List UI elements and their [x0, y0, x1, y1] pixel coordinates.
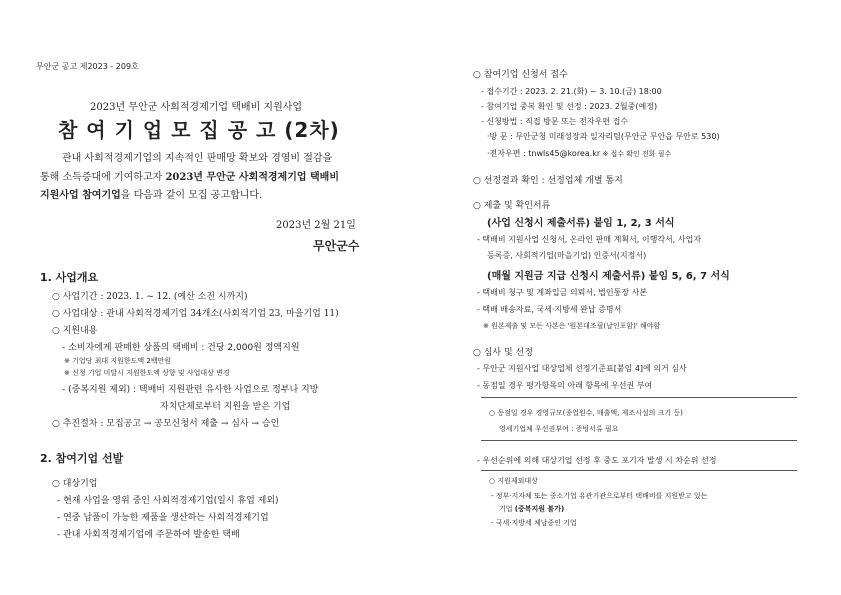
sec1-note-2: ※ 신청 기업 미달시 지원한도액 상향 및 사업대상 변경: [64, 369, 230, 377]
sec1-content-d2a: - (중복지원 제외) : 택배비 지원관련 유사한 사업으로 정부나 지방: [62, 385, 319, 395]
section-2-title: 2. 참여기업 선발: [40, 452, 124, 465]
box-1-line-2: 영세기업체 우선권부여 : 증빙서류 필요: [499, 425, 619, 433]
section-1-title: 1. 사업개요: [40, 271, 99, 284]
docs-note: ※ 원본제출 및 모든 사본은 '원본대조필(날인포함)' 해야함: [483, 322, 661, 330]
announcement-date: 2023년 2월 21일: [276, 220, 356, 231]
intro-line-3a: 지원사업 참여기업: [40, 190, 121, 201]
sec1-period: ○ 사업기간 : 2023. 1. ~ 12. (예산 소진 시까지): [52, 292, 248, 302]
document-title: 참 여 기 업 모 집 공 고 (2차): [58, 118, 340, 142]
docs-g2-d1: - 택배비 청구 및 계좌입금 의뢰서, 법인통장 사본: [477, 288, 648, 297]
box-1-top-rule: [481, 397, 797, 398]
box-1-line-1: ○ 동점일 경우 경영규모(종업원수, 매출액, 제조시설의 크기 등): [489, 409, 683, 417]
review-d2: - 동점일 경우 평가항목의 아래 항목에 우선권 부여: [477, 381, 653, 390]
intro-line-3: [40, 186, 262, 201]
sec1-process: ○ 추진절차 : 모집공고 → 공모신청서 제출 → 심사 → 승인: [52, 419, 280, 429]
intro-line-3b: 을 다음과 같이 모집 공고합니다.: [120, 190, 263, 201]
sec1-content-d1: - 소비자에게 판매한 상품의 택배비 : 건당 2,000원 정액지원: [62, 343, 300, 353]
sec1-content: ○ 지원내용: [52, 326, 98, 336]
apply-title: ○ 참여기업 신청서 접수: [473, 70, 568, 80]
apply-email-note: ※ 접수 확인 전화 필수: [600, 150, 672, 158]
intro-line-2: [40, 168, 339, 183]
sec2-target: ○ 대상기업: [52, 479, 98, 489]
document-subtitle: 2023년 무안군 사회적경제기업 택배비 지원사업: [90, 102, 303, 113]
apply-email: [487, 148, 671, 159]
docs-title: ○ 제출 및 확인서류: [473, 201, 551, 211]
sec2-d2: - 연중 납품이 가능한 제품을 생산하는 사회적경제기업: [57, 513, 269, 523]
review-d1: - 무안군 지원사업 대상업체 선정기준표[붙임 4]에 의거 심사: [477, 364, 687, 373]
docs-g1-d1: - 택배비 지원사업 신청서, 온라인 판매 계획서, 이행각서, 사업자: [477, 235, 702, 244]
intro-line-2a: 통해 소득증대에 기여하고자: [40, 172, 166, 183]
intro-line-2b: 2023년 무안군 사회적경제기업 택배비: [165, 172, 339, 183]
apply-email-link[interactable]: tnwls45@korea.kr: [528, 149, 601, 158]
review-d3: - 우선순위에 의해 대상기업 선정 후 중도 포기자 발생 시 차순위 선정: [477, 456, 717, 465]
box-2-line-3: [499, 504, 564, 514]
box-1-bottom-rule: [481, 440, 797, 441]
box-2-line-3a: 기업: [499, 505, 515, 513]
intro-line-1: 관내 사회적경제기업의 지속적인 판매망 확보와 경영비 절감을: [62, 153, 333, 164]
docs-g1-d2: 등록증, 사회적기업(마을기업) 인증서(지정서): [487, 251, 647, 260]
box-2-line-3b: (중복지원 불가): [514, 505, 565, 513]
apply-method: - 신청방법 : 직접 방문 또는 전자우편 접수: [481, 117, 629, 126]
result-notice: ○ 선정결과 확인 : 선정업체 개별 통지: [473, 176, 623, 186]
sec2-d3: - 관내 사회적경제기업에 주문하여 발송한 택배: [57, 530, 240, 540]
box-2-top-rule: [481, 470, 797, 471]
review-title: ○ 심사 및 선정: [473, 348, 533, 358]
box-2-line-1: ○ 지원제외대상: [489, 477, 538, 485]
issuer: 무안군수: [313, 239, 360, 253]
box-2-line-4: - 국세·지방세 체납중인 기업: [491, 519, 577, 527]
apply-selection: - 참여기업 중복 확인 및 선정 : 2023. 2월중(예정): [481, 102, 658, 111]
sec1-content-d2b: 자치단체로부터 지원을 받은 기업: [160, 402, 291, 412]
box-2-line-2: - 정부·지자체 또는 중소기업 유관기관으로부터 택배비를 지원받고 있는: [491, 492, 708, 500]
sec1-note-1: ※ 기업당 최대 지원한도액 2백만원: [64, 357, 172, 365]
apply-email-label: ·전자우편 :: [487, 149, 529, 158]
apply-visit: ·방 문 : 무안군청 미래성장과 일자리팀(무안군 무안읍 무안로 530): [487, 132, 720, 141]
docs-g2-d2: - 택배 배송자료, 국세·지방세 완납 증명서: [477, 305, 622, 314]
sec1-target: ○ 사업대상 : 관내 사회적경제기업 34개소(사회적기업 23, 마을기업 11): [52, 309, 339, 319]
apply-period: - 접수기간 : 2023. 2. 21.(화) ~ 3. 10.(금) 18:00: [481, 87, 662, 96]
docs-group-2: (매월 지원금 지급 신청시 제출서류) 붙임 5, 6, 7 서식: [487, 271, 730, 282]
docs-group-1: (사업 신청시 제출서류) 붙임 1, 2, 3 서식: [487, 218, 675, 229]
notice-number: 무안군 공고 제2023 - 209호: [36, 62, 139, 71]
sec2-d1: - 현재 사업을 영위 중인 사회적경제기업(일시 휴업 제외): [57, 496, 279, 506]
